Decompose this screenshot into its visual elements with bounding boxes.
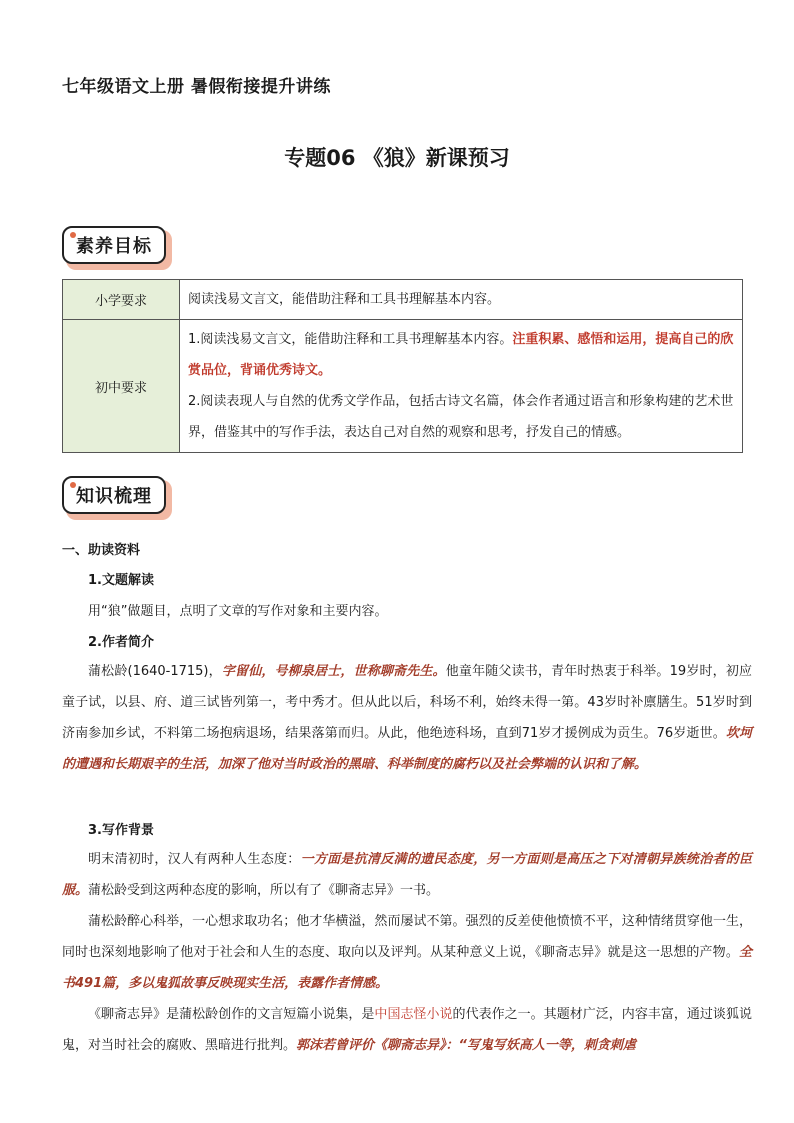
requirements-table bbox=[62, 279, 743, 453]
author-experience: 坎坷的遭遇和长期艰辛的生活，加深了他对当时政治的黑暗、科举制度的腐朽以及社会弊端的认识和了解。 bbox=[62, 726, 752, 772]
author-bio: 他童年随父读书，青年时热衷于科举。19岁时，初应童子试，以县、府、道三试皆列第一，考中秀才。但从此以后，科场不利，始终未得一第。43岁时补廪膳生。51岁时到济南参加乡试，不料第二场抱病退场，结果落第而归。从此，他绝迹科场，直到71岁才援例成为贡生。76岁逝世。 bbox=[62, 664, 752, 741]
bg3-text: 《聊斋志异》是蒲松龄创作的文言短篇小说集，是 bbox=[88, 1007, 375, 1022]
banner-label: 素养目标 bbox=[62, 226, 166, 264]
table-row bbox=[63, 280, 743, 320]
bg2-highlight: 全书491篇，多以鬼狐故事反映现实生活，表露作者情感。 bbox=[62, 945, 752, 991]
bg2-text: 蒲松龄醉心科举，一心想求取功名；他才华横溢，然而屡试不第。强烈的反差使他愤愤不平，这种情绪贯穿他一生，同时也深刻地影响了他对于社会和人生的态度、取向以及评判。从某种意义上说，《聊斋志异》就是这一思想的产物。 bbox=[62, 914, 752, 960]
banner-knowledge bbox=[62, 476, 174, 522]
junior-label: 初中要求 bbox=[63, 320, 180, 453]
subheading-title-reading: 1.文题解读 bbox=[88, 573, 154, 588]
bg1-text: 明末清初时，汉人有两种人生态度： bbox=[88, 852, 301, 867]
junior-2: 2.阅读表现人与自然的优秀文学作品，包括古诗文名篇，体会作者通过语言和形象构建的艺术世界，借鉴其中的写作手法，表达自己对自然的观察和思考，抒发自己的情感。 bbox=[188, 394, 734, 440]
title-reading-text: 用“狼”做题目，点明了文章的写作对象和主要内容。 bbox=[88, 604, 388, 619]
bg3-quote: 郭沫若曾评价《聊斋志异》：“写鬼写妖高人一等，刺贪刺虐 bbox=[296, 1038, 636, 1053]
bg1-tail: 蒲松龄受到这两种态度的影响，所以有了《聊斋志异》一书。 bbox=[88, 883, 440, 898]
banner-label: 知识梳理 bbox=[62, 476, 166, 514]
bg3-genre: 中国志怪小说 bbox=[374, 1007, 453, 1022]
header-text: 七年级语文上册 暑假衔接提升讲练 bbox=[62, 77, 331, 97]
primary-label: 小学要求 bbox=[63, 280, 180, 320]
background-paragraph-2 bbox=[62, 906, 752, 999]
background-paragraph-3 bbox=[62, 999, 752, 1061]
banner-literacy-goals bbox=[62, 226, 174, 272]
table-row bbox=[63, 320, 743, 453]
background-paragraph-1 bbox=[62, 844, 752, 906]
author-paragraph bbox=[62, 656, 752, 780]
subheading-author: 2.作者简介 bbox=[88, 635, 154, 650]
page-title: 专题06 《狼》新课预习 bbox=[284, 146, 510, 170]
junior-1-highlight: 注重积累、感悟和运用，提高自己的欣赏品位，背诵优秀诗文。 bbox=[188, 332, 734, 378]
junior-1-plain: 1.阅读浅易文言文，能借助注释和工具书理解基本内容。 bbox=[188, 332, 513, 347]
bg1-highlight: 一方面是抗清反满的遗民态度，另一方面则是高压之下对清朝异族统治者的臣服。 bbox=[62, 852, 752, 898]
author-courtesy-names: 字留仙，号柳泉居士，世称聊斋先生。 bbox=[221, 664, 446, 679]
author-name: 蒲松龄(1640-1715)， bbox=[88, 664, 222, 679]
subheading-background: 3.写作背景 bbox=[88, 823, 154, 838]
bg3-body: 的代表作之一。其题材广泛，内容丰富，通过谈狐说鬼，对当时社会的腐败、黑暗进行批判。 bbox=[62, 1007, 752, 1053]
section-heading: 一、助读资料 bbox=[62, 543, 141, 558]
primary-text: 阅读浅易文言文，能借助注释和工具书理解基本内容。 bbox=[180, 280, 743, 320]
junior-text bbox=[180, 320, 743, 453]
